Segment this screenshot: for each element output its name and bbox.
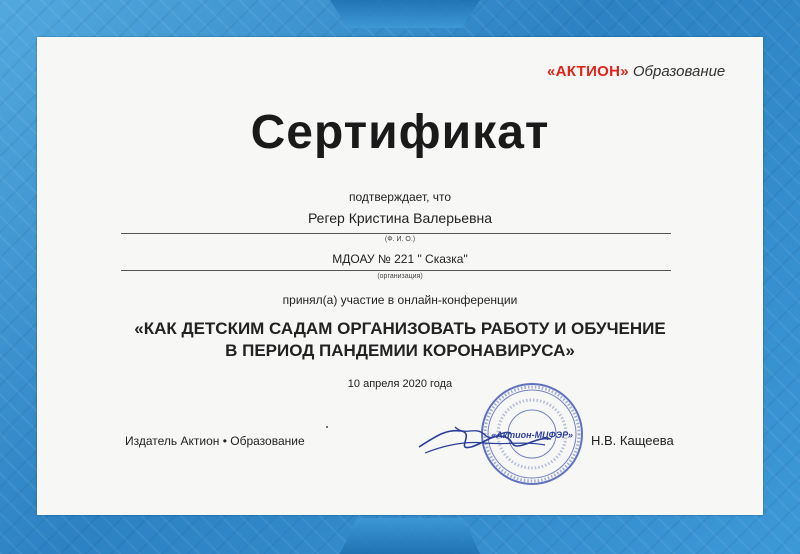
confirms-text: подтверждает, что [348,190,452,204]
frame-top-ornament [330,0,480,28]
participation-text: принял(а) участие в онлайн-конференции [282,293,518,307]
frame-bottom-ornament [340,518,480,554]
logo-subtitle: Образование [632,63,726,80]
stamp-center-text: «Актион-МЦФЭР» [491,430,573,440]
ink-dot [326,426,328,428]
aktion-logo [547,63,725,80]
conference-title-line-1: «КАК ДЕТСКИМ САДАМ ОРГАНИЗОВАТЬ РАБОТУ И ОБУЧЕНИЕ [134,319,666,338]
conference-title [37,318,763,362]
certificate-paper [37,37,763,515]
logo-brand: «АКТИОН» [547,63,629,80]
organization-caption: (организация) [377,273,423,280]
organization-underline [121,270,671,271]
recipient-name: Регер Кристина Валерьевна [307,210,493,226]
conference-date: 10 апреля 2020 года [347,378,453,390]
name-caption: (Ф. И. О.) [384,236,416,243]
publisher-text: Издатель Актион • Образование [125,434,305,448]
conference-title-line-2: В ПЕРИОД ПАНДЕМИИ КОРОНАВИРУСА» [225,341,575,360]
name-underline [121,233,671,234]
certificate-title: Сертификат [250,106,550,159]
organization-name: МДОАУ № 221 " Сказка" [332,252,468,266]
signer-name: Н.В. Кащеева [591,433,674,448]
handwritten-signature [415,407,555,467]
